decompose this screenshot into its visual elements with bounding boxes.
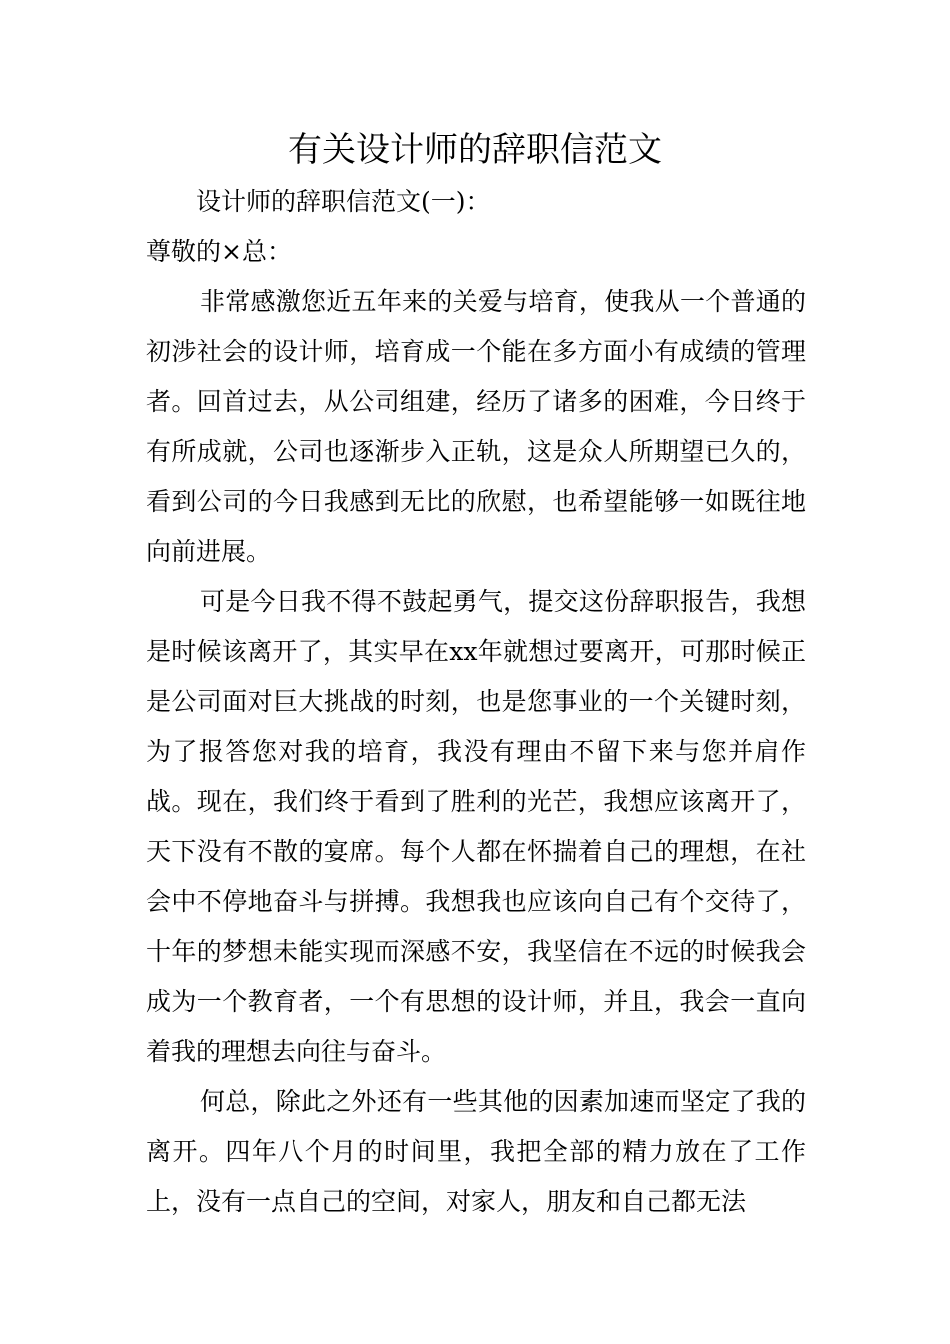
- salutation: 尊敬的×总：: [146, 237, 292, 266]
- paragraph-3: 何总，除此之外还有一些其他的因素加速而坚定了我的离开。四年八个月的时间里，我把全部的精力放在了工作上，没有一点自己的空间，对家人，朋友和自己都无法: [146, 1087, 806, 1216]
- document-title: 有关设计师的辞职信范文: [288, 130, 662, 170]
- paragraph-2: 可是今日我不得不鼓起勇气，提交这份辞职报告，我想是时候该离开了，其实早在xx年就想过要离开，可那时候正是公司面对巨大挑战的时刻，也是您事业的一个关键时刻，为了报答您对我的培育，我没有理由不留下来与您并肩作战。现在，我们终于看到了胜利的光芒，我想应该离开了，天下没有不散的宴席。每个人都在怀揣着自己的理想，在社会中不停地奋斗与拼搏。我想我也应该向自己有个交待了，十年的梦想未能实现而深感不安，我坚信在不远的时候我会成为一个教育者，一个有思想的设计师，并且，我会一直向着我的理想去向往与奋斗。: [146, 587, 806, 1066]
- document-subtitle: 设计师的辞职信范文(一)：: [196, 187, 491, 216]
- paragraph-1: 非常感激您近五年来的关爱与培育，使我从一个普通的初涉社会的设计师，培育成一个能在多方面小有成绩的管理者。回首过去，从公司组建，经历了诸多的困难，今日终于有所成就，公司也逐渐步入正轨，这是众人所期望已久的，看到公司的今日我感到无比的欣慰，也希望能够一如既往地向前进展。: [146, 287, 806, 566]
